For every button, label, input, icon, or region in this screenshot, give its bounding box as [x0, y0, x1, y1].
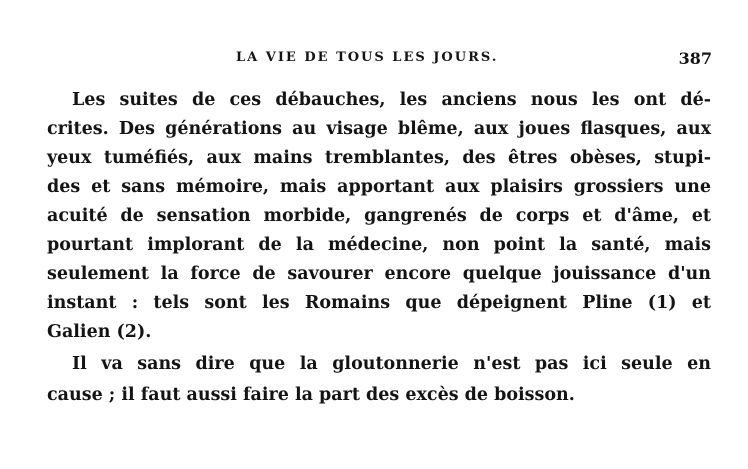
text-line: acuité de sensation morbide, gangrenés de corps et d'âme, et [47, 206, 711, 226]
text-line: crites. Des générations au visage blême, aux joues flasques, aux [47, 119, 711, 139]
text-line: pourtant implorant de la médecine, non point la santé, mais [47, 235, 711, 255]
text-line: Galien (2). [47, 322, 152, 342]
page-number: 387 [678, 49, 712, 68]
text-line: instant : tels sont les Romains que dépeignent Pline (1) et [47, 293, 711, 313]
text-line: seulement la force de savourer encore quelque jouissance d'un [47, 264, 711, 284]
text-line: des et sans mémoire, mais apportant aux plaisirs grossiers une [47, 177, 711, 197]
text-line: cause ; il faut aussi faire la part des excès de boisson. [47, 385, 575, 405]
running-head-title: LA VIE DE TOUS LES JOURS. [236, 50, 499, 65]
text-line: Les suites de ces débauches, les anciens nous les ont dé- [72, 90, 711, 110]
text-line: yeux tuméfiés, aux mains tremblantes, des êtres obèses, stupi- [47, 148, 711, 168]
text-line: Il va sans dire que la gloutonnerie n'est pas ici seule en [72, 354, 711, 374]
running-head [40, 50, 712, 72]
